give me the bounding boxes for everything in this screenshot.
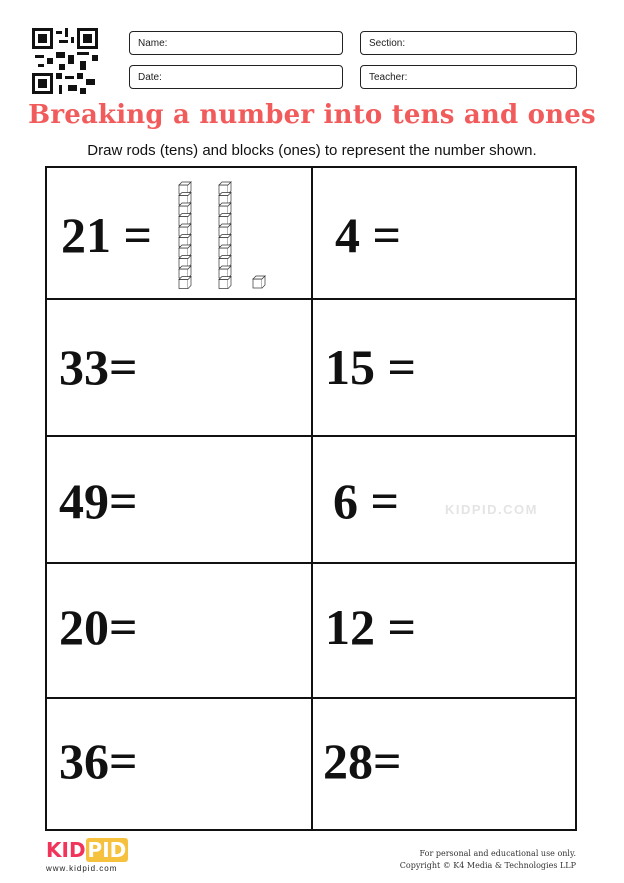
kidpid-logo: KID PID xyxy=(46,838,127,862)
worksheet-title: Breaking a number into tens and ones xyxy=(28,100,596,130)
usage-note: For personal and educational use only. xyxy=(419,849,576,858)
column-divider xyxy=(311,168,313,829)
problem-grid xyxy=(45,166,577,831)
teacher-field[interactable] xyxy=(360,65,577,89)
problem-9-number: 36= xyxy=(59,733,138,789)
row-divider xyxy=(47,435,575,437)
instructions: Draw rods (tens) and blocks (ones) to represent the number shown. xyxy=(87,142,537,159)
section-label: Section: xyxy=(369,38,406,49)
website: www.kidpid.com xyxy=(46,864,118,873)
row-divider xyxy=(47,298,575,300)
date-label: Date: xyxy=(138,72,162,83)
problem-2-number: 4 = xyxy=(335,207,401,263)
name-field[interactable] xyxy=(129,31,343,55)
problem-5-number: 49= xyxy=(59,473,138,529)
problem-7-number: 20= xyxy=(59,599,138,655)
date-field[interactable] xyxy=(129,65,343,89)
problem-6-number: 6 = xyxy=(333,473,399,529)
problem-3-number: 33= xyxy=(59,339,138,395)
problem-1-number: 21 = xyxy=(61,207,152,263)
name-label: Name: xyxy=(138,38,168,49)
ten-rod-unit xyxy=(219,277,231,289)
example-tens-ones-blocks xyxy=(167,180,277,298)
ten-rod-unit xyxy=(179,277,191,289)
watermark: KIDPID.COM xyxy=(445,502,538,517)
copyright: Copyright © K4 Media & Technologies LLP xyxy=(399,861,576,870)
section-field[interactable] xyxy=(360,31,577,55)
problem-10-number: 28= xyxy=(323,733,402,789)
one-block xyxy=(253,276,265,288)
teacher-label: Teacher: xyxy=(369,72,408,83)
qr-code-icon xyxy=(32,28,98,94)
row-divider xyxy=(47,697,575,699)
problem-8-number: 12 = xyxy=(325,599,416,655)
row-divider xyxy=(47,562,575,564)
problem-4-number: 15 = xyxy=(325,339,416,395)
